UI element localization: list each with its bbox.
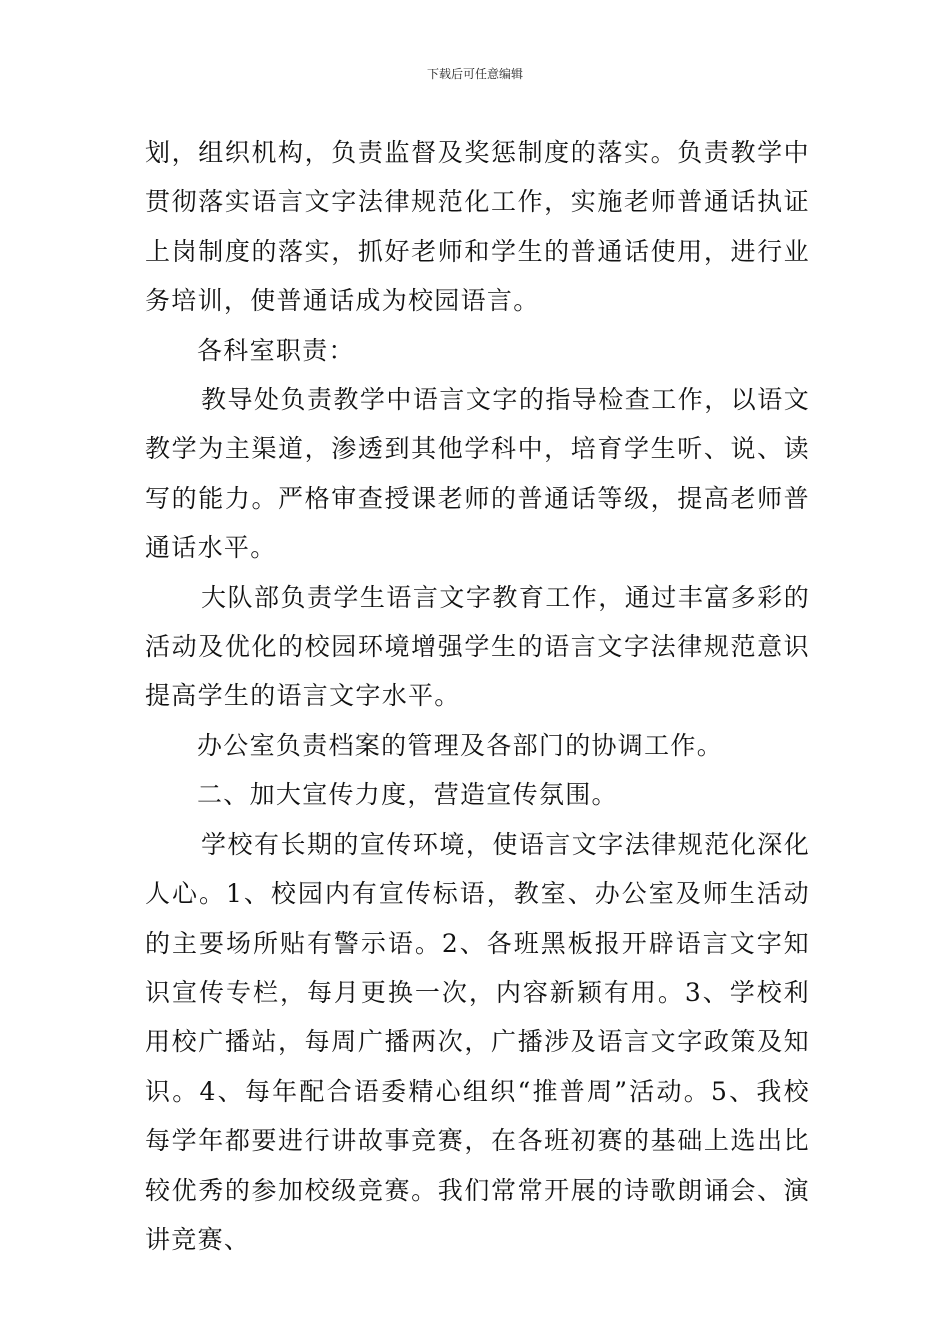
page-header: 下载后可任意编辑 xyxy=(426,67,523,81)
paragraph-admin-office: 办公室负责档案的管理及各部门的协调工作。 xyxy=(197,730,724,760)
paragraph-publicity: 学校有长期的宣传环境，使语言文字法律规范化深化人心。1、校园内有宣传标语，教室、办公室及师生活动的主要场所贴有警示语。2、各班黑板报开辟语言文字知识宣传专栏，每月更换一次，内容新颖有用。3、学校利用校广播站，每周广播两次，广播涉及语言文字政策及知识。4、每年配合语委精心组织“推普周”活动。5、我校每学年都要进行讲故事竞赛，在各班初赛的基础上选出比较优秀的参加校级竞赛。我们常常开展的诗歌朗诵会、演讲竞赛、 xyxy=(145,829,810,1254)
document-body xyxy=(145,128,810,1264)
paragraph-teaching-office: 教导处负责教学中语言文字的指导检查工作，以语文教学为主渠道，渗透到其他学科中，培育学生听、说、读写的能力。严格审查授课老师的普通话等级，提高老师普通话水平。 xyxy=(145,385,810,563)
paragraph-continuation: 划，组织机构，负责监督及奖惩制度的落实。负责教学中贯彻落实语言文字法律规范化工作，实施老师普通话执证上岗制度的落实，抓好老师和学生的普通话使用，进行业务培训，使普通话成为校园语言。 xyxy=(145,138,810,316)
paragraph-department-duties-heading: 各科室职责： xyxy=(197,335,355,365)
paragraph-brigade: 大队部负责学生语言文字教育工作，通过丰富多彩的活动及优化的校园环境增强学生的语言文字法律规范意识提高学生的语言文字水平。 xyxy=(145,582,810,711)
paragraph-section-two-heading: 二、加大宣传力度，营造宣传氛围。 xyxy=(197,780,618,810)
